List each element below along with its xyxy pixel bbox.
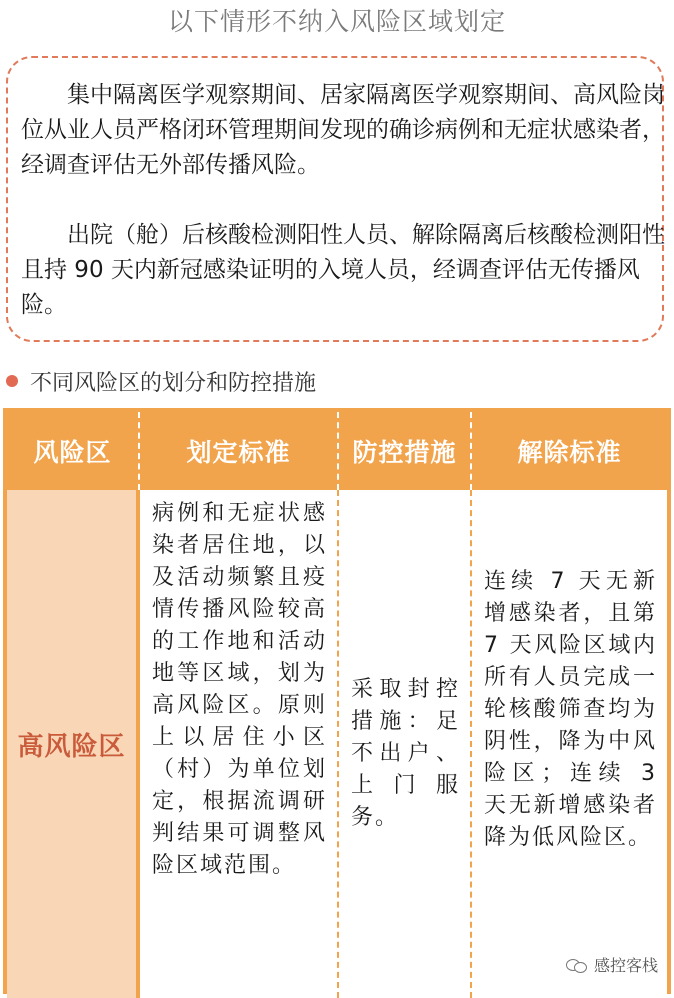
watermark-text: 感控客栈 bbox=[593, 956, 658, 975]
exclusion-note-box bbox=[6, 56, 664, 342]
header-release: 解除标准 bbox=[517, 438, 622, 467]
exclusion-paragraph-2: 出院（舱）后核酸检测阳性人员、解除隔离后核酸检测阳性且持 90 天内新冠感染证明的入境人员，经调查评估无传播风险。 bbox=[21, 222, 665, 318]
risk-area-table bbox=[3, 408, 671, 994]
section-heading-text: 不同风险区的划分和防控措施 bbox=[30, 370, 317, 396]
cell-release bbox=[472, 490, 667, 998]
release-text: 连续 7 天无新增感染者，且第 7 天风险区域内所有人员完成一轮核酸筛查均为阴性，降为中风险区；连续 3 天无新增感染者降为低风险区。 bbox=[484, 569, 657, 850]
page-title: 以下情形不纳入风险区域划定 bbox=[167, 7, 506, 36]
watermark bbox=[566, 953, 658, 976]
bullet-dot-icon bbox=[6, 375, 18, 387]
table-row bbox=[7, 490, 667, 998]
exclusion-paragraph-1: 集中隔离医学观察期间、居家隔离医学观察期间、高风险岗位从业人员严格闭环管理期间发现的确诊病例和无症状感染者，经调查评估无外部传播风险。 bbox=[21, 82, 665, 178]
header-criteria: 划定标准 bbox=[140, 412, 339, 490]
header-risk-area: 风险区 bbox=[7, 412, 140, 490]
cell-risk-area bbox=[7, 490, 140, 998]
risk-area-label: 高风险区 bbox=[17, 731, 126, 762]
section-heading bbox=[6, 366, 316, 396]
measures-text: 采取封控措施：足不出户、上门服务。 bbox=[351, 677, 460, 830]
cell-criteria bbox=[140, 490, 339, 998]
cell-measures bbox=[339, 490, 472, 998]
header-measures: 防控措施 bbox=[339, 412, 472, 490]
wechat-icon bbox=[566, 957, 588, 973]
criteria-text: 病例和无症状感染者居住地，以及活动频繁且疫情传播风险较高的工作地和活动地等区域，划为高风险区。原则上以居住小区（村）为单位划定，根据流调研判结果可调整风险区域范围。 bbox=[152, 501, 327, 878]
table-header-row bbox=[7, 412, 667, 490]
